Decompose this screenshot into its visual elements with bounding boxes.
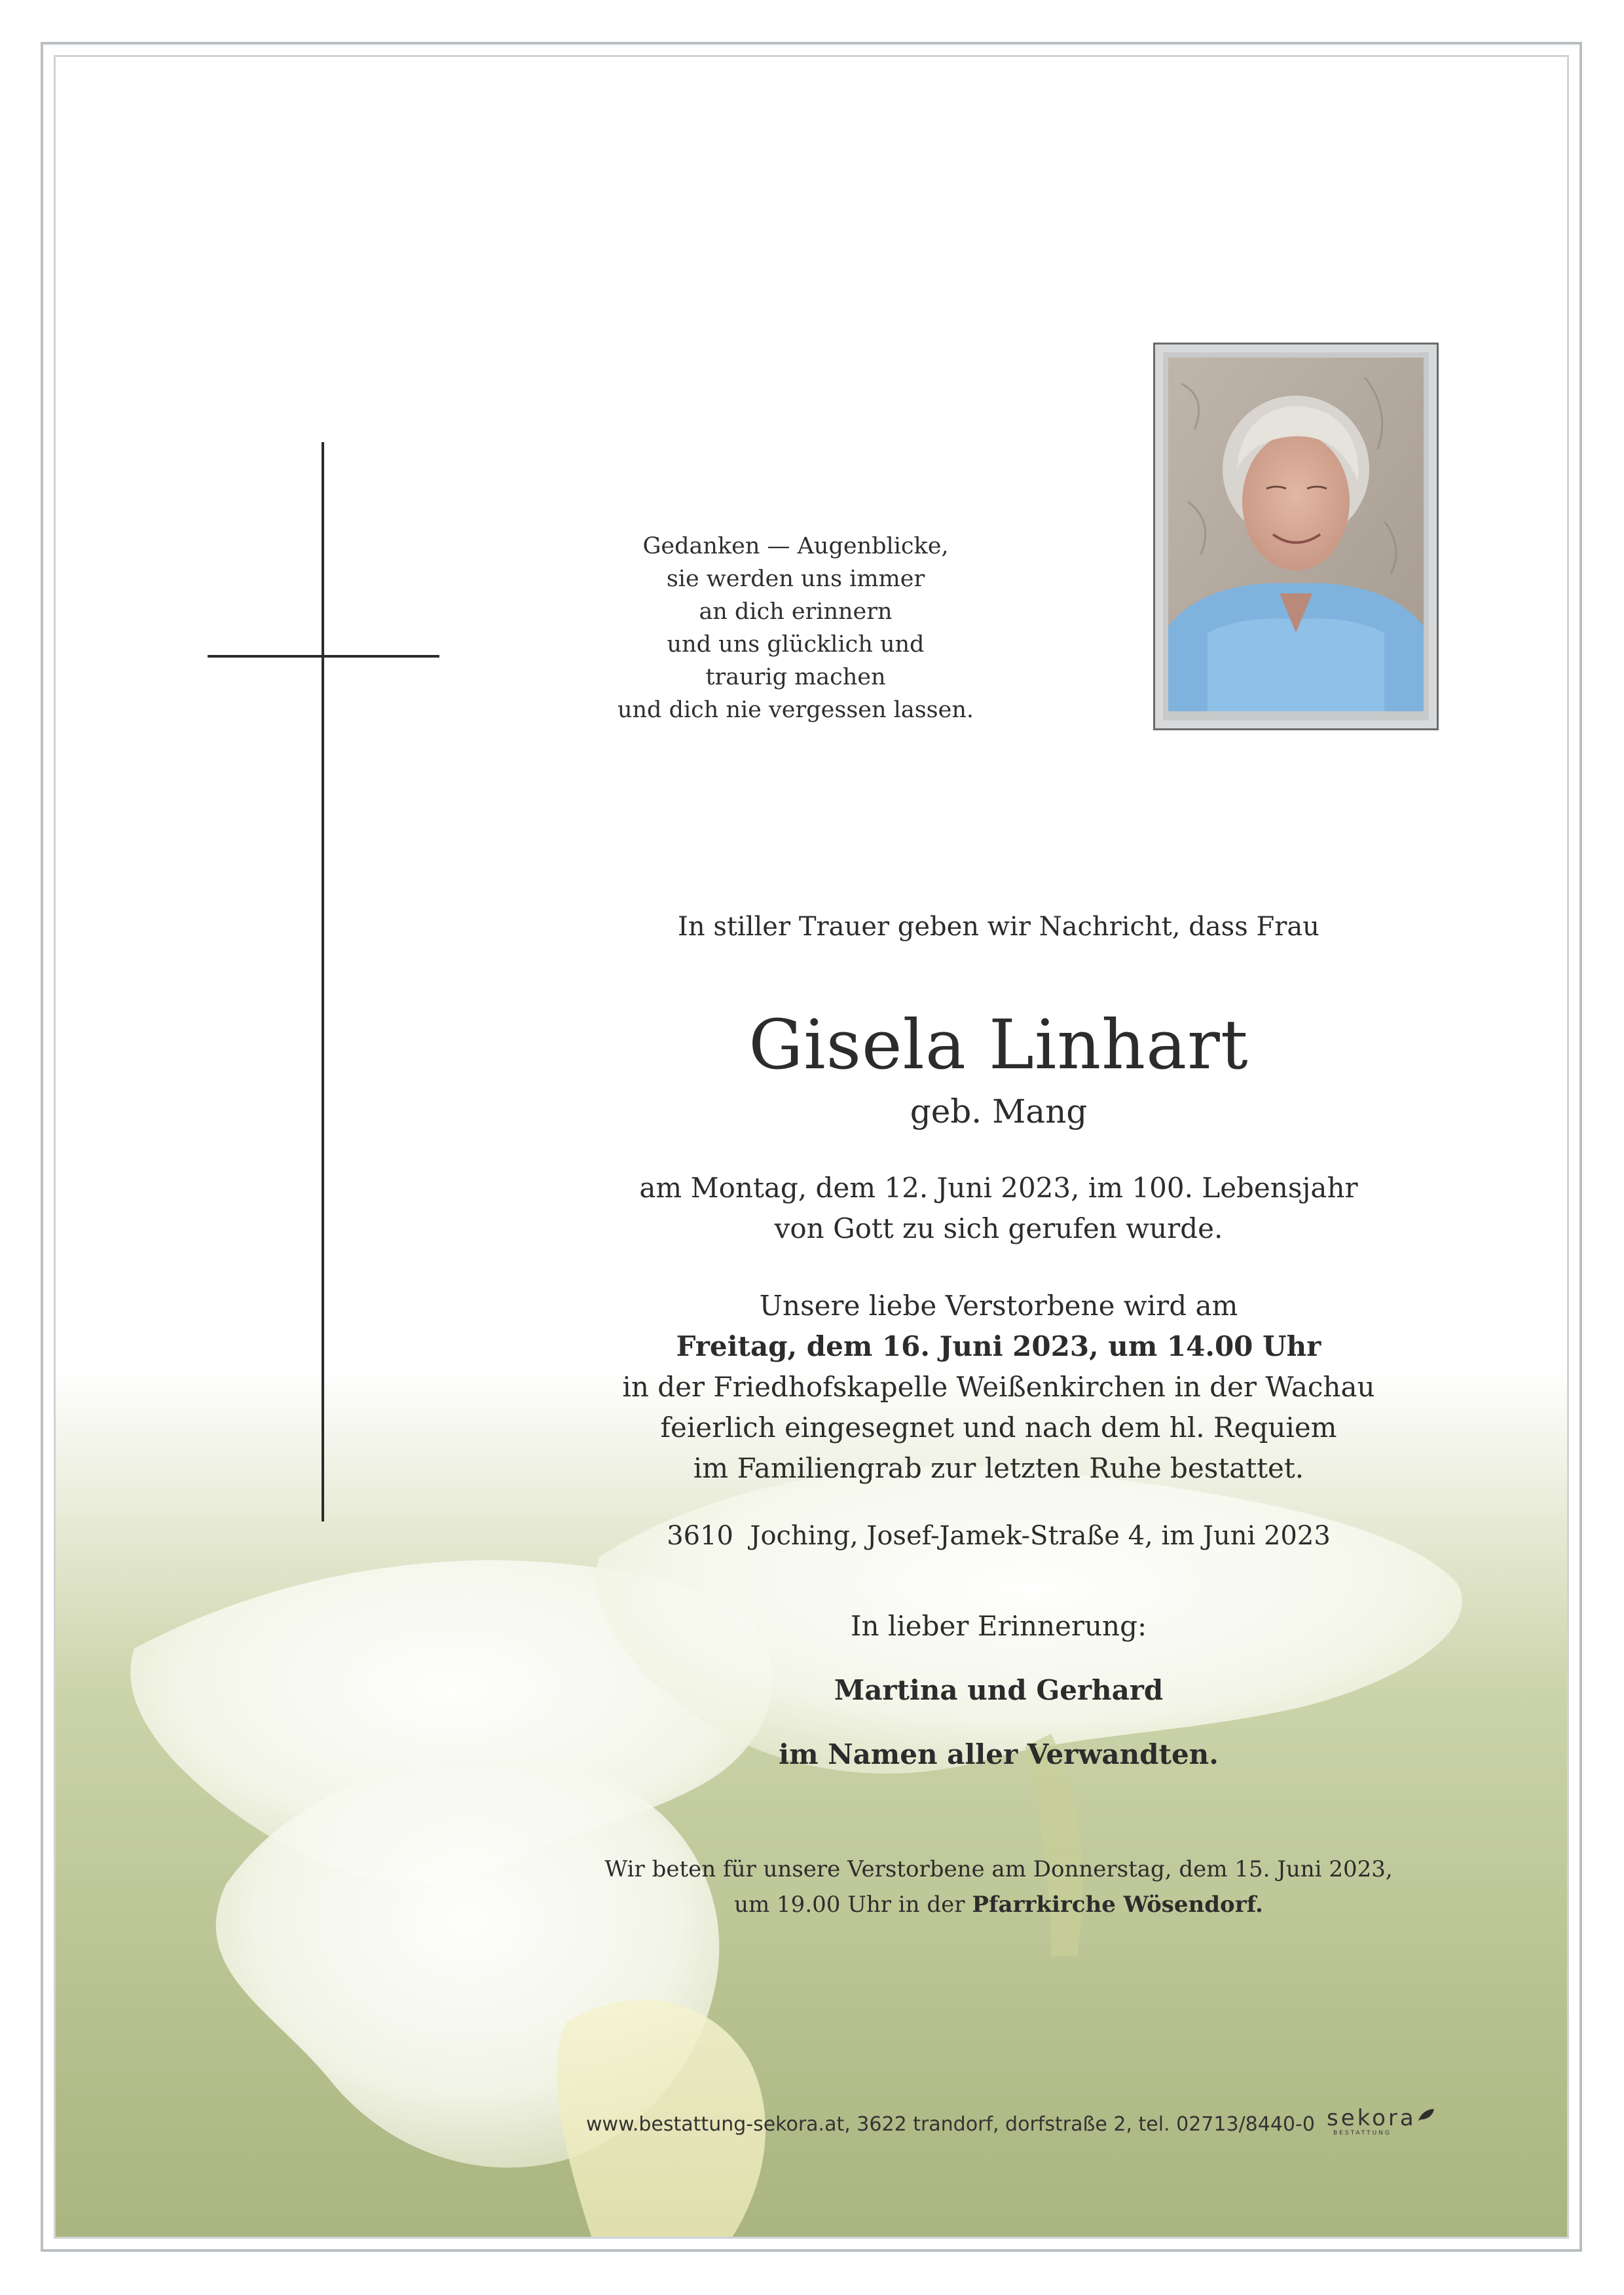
- funeral-paragraph: [514, 1286, 1483, 1489]
- poem-line: an dich erinnern: [699, 599, 893, 625]
- closing-line: In lieber Erinnerung:: [850, 1610, 1147, 1642]
- prayer-line: Wir beten für unsere Verstorbene am Donnerstag, dem 15. Juni 2023,: [604, 1856, 1393, 1882]
- poem-line: und uns glücklich und: [667, 631, 925, 658]
- logo-subtitle: BESTATTUNG: [1333, 2130, 1392, 2136]
- funeral-line: Unsere liebe Verstorbene wird am: [759, 1290, 1238, 1322]
- death-paragraph: [514, 1168, 1483, 1249]
- death-line: von Gott zu sich gerufen wurde.: [774, 1212, 1223, 1244]
- mourners-names: Martina und Gerhard: [834, 1674, 1164, 1706]
- memorial-poem: [599, 530, 992, 726]
- logo-wordmark: sekora: [1327, 2105, 1416, 2131]
- portrait-frame: [1153, 343, 1439, 730]
- sekora-logo: [1327, 2105, 1416, 2136]
- funeral-line: im Familiengrab zur letzten Ruhe bestattet.: [693, 1452, 1304, 1484]
- leaf-icon: [1417, 2108, 1435, 2122]
- poem-line: sie werden uns immer: [666, 566, 925, 592]
- death-line: am Montag, dem 12. Juni 2023, im 100. Lebensjahr: [639, 1172, 1358, 1204]
- cross-horizontal-bar: [208, 655, 439, 658]
- cross-vertical-bar: [322, 442, 324, 1521]
- prayer-line-prefix: um 19.00 Uhr in der: [734, 1892, 965, 1918]
- intro-line: In stiller Trauer geben wir Nachricht, dass Frau: [678, 912, 1320, 942]
- notice-text: [514, 908, 1483, 1922]
- footer-contact: www.bestattung-sekora.at, 3622 trandorf, dorfstraße 2, tel. 02713/8440-0: [586, 2113, 1315, 2136]
- funeral-line: in der Friedhofskapelle Weißenkirchen in der Wachau: [622, 1371, 1375, 1403]
- poem-line: und dich nie vergessen lassen.: [617, 697, 974, 723]
- deceased-name: Gisela Linhart: [748, 1005, 1249, 1085]
- poem-line: traurig machen: [705, 664, 886, 690]
- funeral-line: feierlich eingesegnet und nach dem hl. Requiem: [660, 1411, 1337, 1444]
- portrait-photo: [1168, 358, 1424, 711]
- poem-line: Gedanken — Augenblicke,: [642, 533, 949, 559]
- mourners-group: im Namen aller Verwandten.: [779, 1738, 1219, 1770]
- prayer-church: Pfarrkirche Wösendorf.: [972, 1892, 1263, 1918]
- prayer-notice: [514, 1852, 1483, 1922]
- prayer-line: [514, 1887, 1483, 1922]
- card-page: [54, 55, 1569, 2239]
- place-and-date: 3610 Joching, Josef-Jamek-Straße 4, im Juni 2023: [667, 1521, 1331, 1551]
- portrait-mat: [1163, 352, 1429, 720]
- maiden-name: geb. Mang: [910, 1092, 1088, 1130]
- funeral-date: Freitag, dem 16. Juni 2023, um 14.00 Uhr: [676, 1330, 1321, 1362]
